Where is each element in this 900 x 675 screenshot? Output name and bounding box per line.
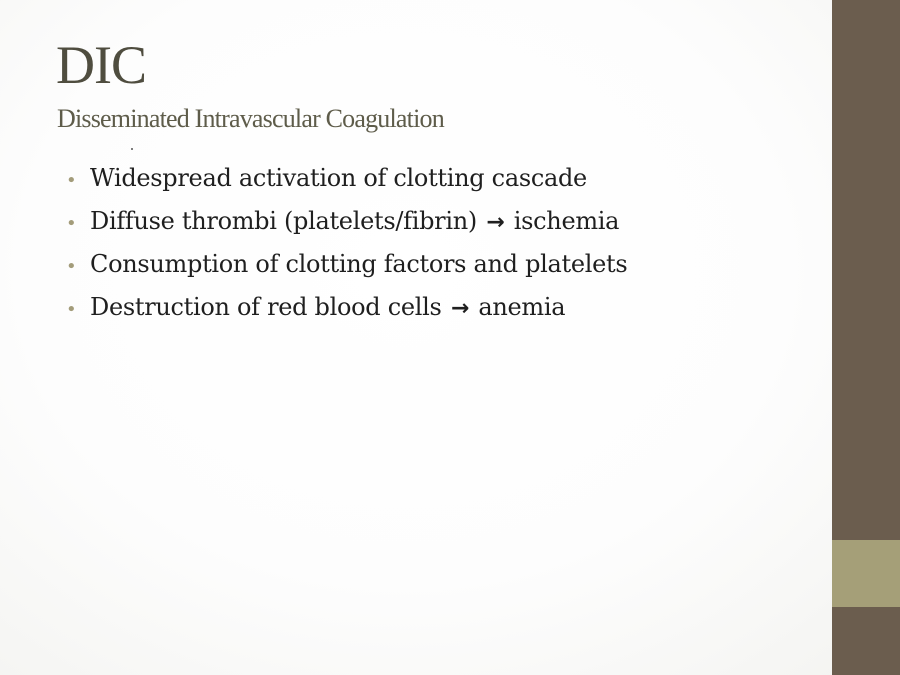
bullet-item xyxy=(66,207,627,250)
bullet-list xyxy=(66,164,627,336)
bullet-result-text: ischemia xyxy=(513,207,620,235)
bullet-icon: • xyxy=(66,170,77,191)
slide-title: DIC xyxy=(56,35,146,95)
bullet-item xyxy=(66,250,627,293)
bullet-text: Diffuse thrombi (platelets/fibrin) xyxy=(90,207,477,235)
bullet-icon: • xyxy=(66,299,77,320)
bullet-item xyxy=(66,164,627,207)
bullet-icon: • xyxy=(66,256,77,277)
bullet-icon: • xyxy=(66,213,77,234)
arrow-right-icon: → xyxy=(450,296,469,321)
slide-subtitle: Disseminated Intravascular Coagulation xyxy=(57,104,444,133)
arrow-right-icon: → xyxy=(486,210,505,235)
stray-dot xyxy=(131,148,133,150)
bullet-text: Widespread activation of clotting cascade xyxy=(90,164,587,192)
bullet-text: Destruction of red blood cells xyxy=(90,293,442,321)
sidebar-accent-block xyxy=(832,540,900,607)
bullet-result-text: anemia xyxy=(478,293,566,321)
bullet-text: Consumption of clotting factors and platelets xyxy=(90,250,628,278)
bullet-item xyxy=(66,293,627,336)
